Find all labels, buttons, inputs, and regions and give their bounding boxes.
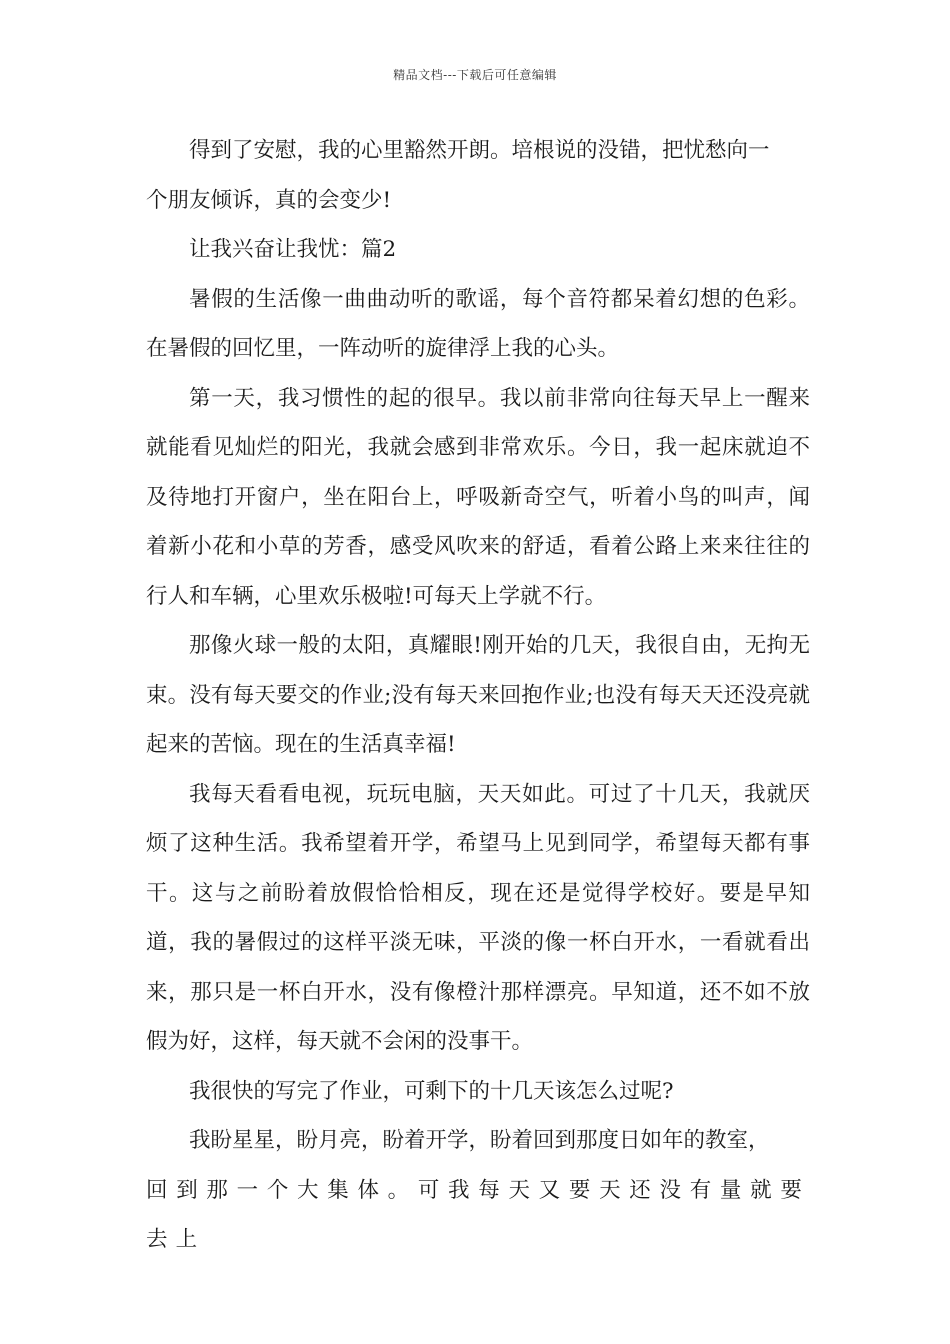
paragraph-7: 我很快的写完了作业，可剩下的十几天该怎么过呢? [189, 1078, 674, 1104]
page-header: 精品文档---下载后可任意编辑 [393, 68, 557, 82]
paragraph-1: 得到了安慰，我的心里豁然开朗。培根说的没错，把忧愁向一 [189, 138, 770, 163]
paragraph-3: 暑假的生活像一曲曲动听的歌谣，每个音符都呆着幻想的色彩。在暑假的回忆里，一阵动听的旋律浮上我的心头。 [146, 286, 810, 361]
paragraph-8: 我盼星星，盼月亮，盼着开学，盼着回到那度日如年的教室， [189, 1128, 770, 1153]
paragraph-2: 个朋友倾诉，真的会变少! [146, 187, 392, 213]
paragraph-6: 我每天看看电视，玩玩电脑，天天如此。可过了十几天，我就厌烦了这种生活。我希望着开学，希望马上见到同学，希望每天都有事干。这与之前盼着放假恰恰相反，现在还是觉得学校好。要是早知道，我的暑假过的这样平淡无味，平淡的像一杯白开水，一看就看出来，那只是一杯白开水，没有像橙汁那样漂亮。早知道，还不如不放假为好，这样，每天就不会闲的没事干。 [146, 781, 810, 1054]
document-body [146, 126, 810, 1265]
paragraph-9: 回到那一个大集体。可我每天又要天还没有量就要去上 [146, 1177, 810, 1252]
paragraph-5: 那像火球一般的太阳，真耀眼!刚开始的几天，我很自由，无拘无束。没有每天要交的作业;没有每天来回抱作业;也没有每天天还没亮就起来的苦恼。现在的生活真幸福! [146, 633, 810, 757]
paragraph-4: 第一天，我习惯性的起的很早。我以前非常向往每天早上一醒来就能看见灿烂的阳光，我就会感到非常欢乐。今日，我一起床就迫不及待地打开窗户，坐在阳台上，呼吸新奇空气，听着小鸟的叫声，闻着新小花和小草的芳香，感受风吹来的舒适，看着公路上来来往往的行人和车辆，心里欢乐极啦!可每天上学就不行。 [146, 385, 810, 609]
section-heading: 让我兴奋让我忧：篇2 [189, 237, 397, 262]
